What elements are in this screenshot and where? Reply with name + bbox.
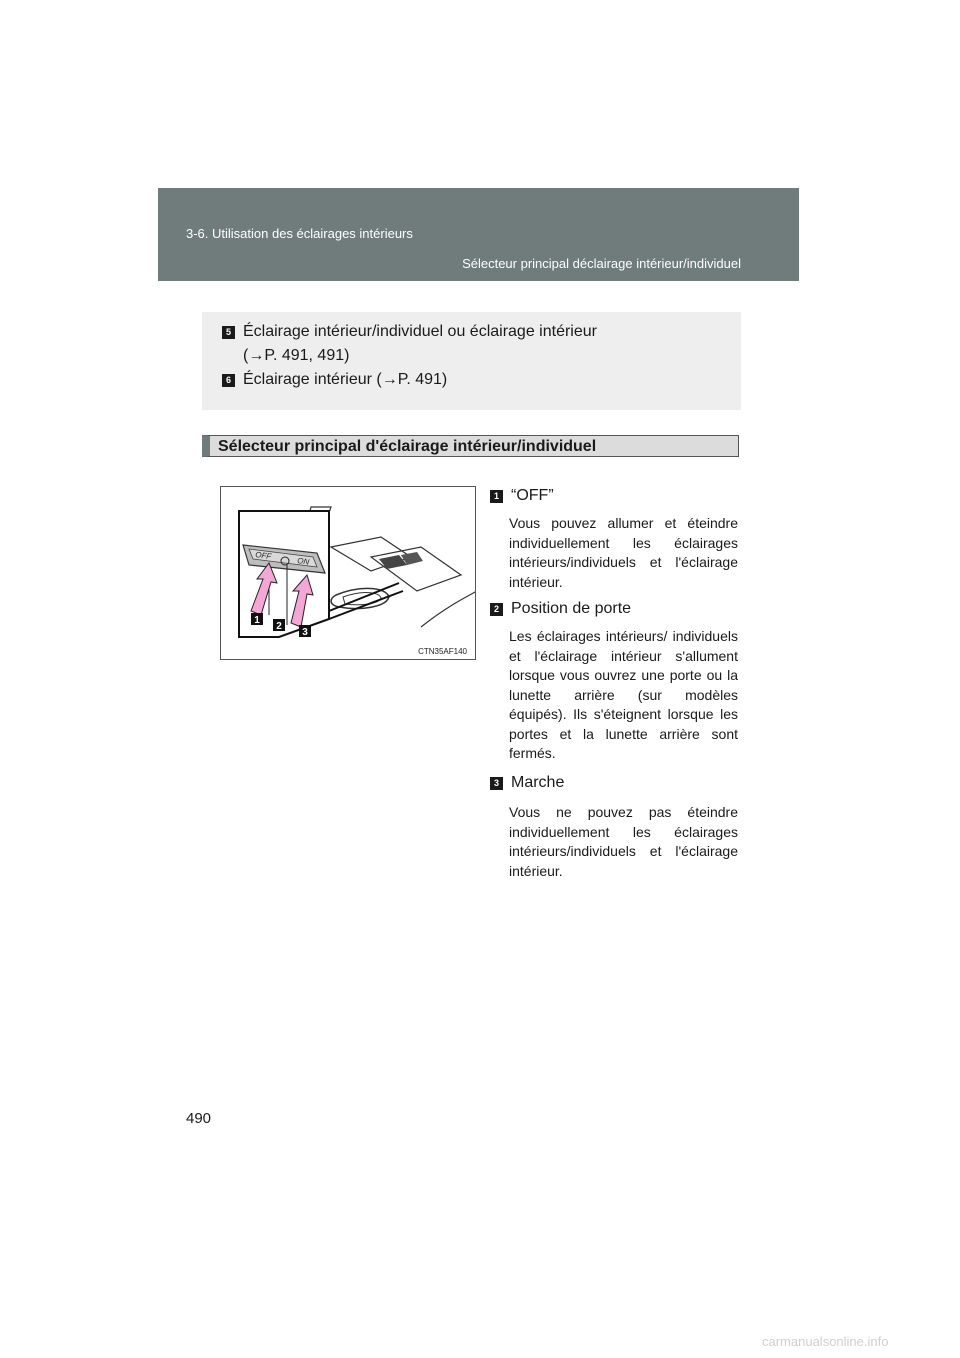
item-title: Marche <box>511 774 565 791</box>
section-header-title: Sélecteur principal déclairage intérieur/individuel <box>462 256 741 271</box>
number-badge: 2 <box>490 603 503 616</box>
switch-label-on: ON <box>296 556 310 567</box>
watermark-text: carmanualsonline.info <box>762 1334 889 1349</box>
callout-1: 1 <box>254 615 260 626</box>
number-badge: 5 <box>222 326 235 339</box>
item-heading-1 <box>490 487 554 505</box>
section-title-bar <box>202 435 739 457</box>
number-badge: 1 <box>490 490 503 503</box>
note-item-5 <box>222 320 597 344</box>
overhead-console-illustration <box>221 487 476 660</box>
page-header <box>158 188 799 281</box>
note-text: Éclairage intérieur/individuel ou éclairage intérieur <box>243 323 597 340</box>
item-description-2: Les éclairages intérieurs/ individuels et l'éclairage intérieur s'allument lorsque vous ouvrez une porte ou la lunette arrière (sur modèles équipés). Ils s'éteignent lorsque les portes et la lunette arrière sont fermés. <box>509 628 738 761</box>
item-heading-2 <box>490 600 631 618</box>
figure-code: CTN35AF140 <box>418 647 467 656</box>
page-number: 490 <box>186 1110 212 1127</box>
note-item-6 <box>222 368 447 392</box>
section-title: Sélecteur principal d'éclairage intérieur/individuel <box>218 438 597 455</box>
number-badge: 3 <box>490 777 503 790</box>
chapter-title: 3-6. Utilisation des éclairages intérieurs <box>186 226 413 241</box>
item-description-3: Vous ne pouvez pas éteindre individuellement les éclairages intérieurs/individuels et l'éclairage intérieur. <box>509 804 738 879</box>
callout-3: 3 <box>302 627 308 638</box>
number-badge: 6 <box>222 374 235 387</box>
switch-label-off: OFF <box>254 550 272 562</box>
page-reference: (→P. 491, 491) <box>243 347 350 364</box>
item-heading-3 <box>490 774 564 792</box>
note-text: Éclairage intérieur (→P. 491) <box>243 371 448 388</box>
cross-reference-box <box>202 312 741 410</box>
note-item-5-reference <box>243 344 349 368</box>
callout-2: 2 <box>276 621 282 632</box>
illustration-figure <box>220 486 476 660</box>
item-title: Position de porte <box>511 600 632 617</box>
item-description-1: Vous pouvez allumer et éteindre individuellement les éclairages intérieurs/individuels et l'éclairage intérieur. <box>509 515 738 590</box>
item-title: “OFF” <box>511 487 554 504</box>
